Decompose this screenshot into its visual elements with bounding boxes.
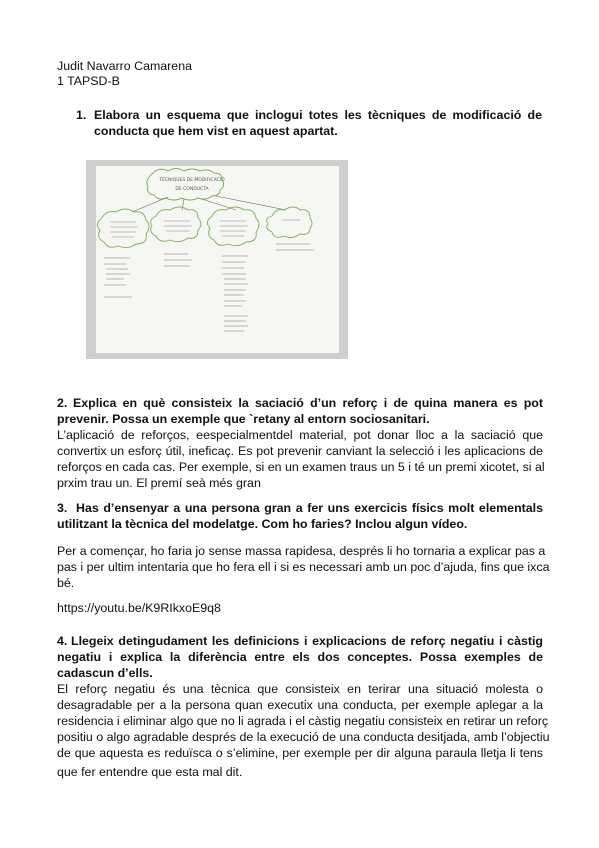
q1-title-line2: conducta que hem vist en aquest apartat.: [94, 124, 338, 138]
q3-number: 3.: [57, 501, 68, 515]
q2-answer-line4: prxim trau un. El premí seà més gran: [57, 476, 261, 490]
q4-title-line3: cadascun d’ells.: [57, 666, 153, 680]
scheme-title-line1: TÈCNIQUES DE MODIFICACIÓ: [159, 178, 225, 183]
class-group: 1 TAPSD-B: [57, 74, 120, 88]
q4-title-line2: negatiu i explica la diferència entre els dos conceptes. Possa exemples de: [57, 650, 543, 664]
q3-answer-line1: Per a començar, ho faria jo sense massa rapidesa, després li ho tornaria a explicar pas a: [57, 544, 546, 558]
q4-answer-line2: desagradable per a la persona quan executix una conducta, per exemple aplegar a la: [57, 698, 543, 712]
q2-title-line2: prevenir. Possa un exemple que `retany al entorn sociosanitari.: [57, 412, 430, 426]
scheme-photo: [86, 160, 348, 359]
q3-title-line2: utilitzant la tècnica del modelatge. Com ho faries? Inclou algun vídeo.: [57, 517, 468, 531]
q2-answer-line1: L’aplicació de reforços, eespecialmentdel material, pot donar lloc a la saciació que: [57, 428, 543, 442]
q4-answer-line6: que fer entendre que esta mal dit.: [57, 765, 243, 779]
q3-answer-line2: pas i per ultim intentaria que ho fera ell i si es necessari amb un poc d’ajuda, fins que ixca: [57, 560, 550, 574]
q3-video-link[interactable]: https://youtu.be/K9RIkxoE9q8: [57, 601, 221, 615]
q4-answer-line5: de que aquesta es reduïsca o s’elimine, per exemple per dir alguna paraula lletja li tens: [57, 746, 543, 760]
q2-answer-line3: reforços en cada cas. Per exemple, si en un examen traus un 5 i té un premi xicotet, si al: [57, 460, 545, 474]
q2-answer-line2: convertix un esforç útil, ineficaç. Es pot prevenir canviant la selecció i les aplicacions de: [57, 444, 543, 458]
q4-answer-line4: positiu o algo agradable després de la execució de una conducta desitjada, amb l’objectiu: [57, 730, 550, 744]
q4-answer-line3: residencia i eliminar algo que no li agrada i el càstig negatiu consisteix en retirar un reforç: [57, 714, 549, 728]
q4-number: 4.: [57, 634, 68, 648]
q4-title-line1: Llegeix detingudament les definicions i explicacions de reforç negatiu i càstig: [71, 634, 543, 648]
q3-title-line1: Has d’ensenyar a una persona gran a fer uns exercicis físics molt elementals: [76, 501, 543, 515]
q1-title-line1: Elabora un esquema que inclogui totes les tècniques de modificació de: [94, 108, 542, 122]
q3-answer-line3: bé.: [57, 576, 75, 590]
scheme-title-line2: DE CONDUCTA: [175, 187, 209, 192]
scheme-drawing: [96, 166, 339, 353]
q1-number: 1.: [76, 108, 87, 122]
q2-title-line1: Explica en què consisteix la saciació d’un reforç i de quina manera es pot: [73, 396, 543, 410]
q2-number: 2.: [57, 396, 68, 410]
q4-answer-line1: El reforç negatiu és una tècnica que consisteix en terirar una situació molesta o: [57, 682, 543, 696]
author-name: Judit Navarro Camarena: [57, 59, 192, 73]
